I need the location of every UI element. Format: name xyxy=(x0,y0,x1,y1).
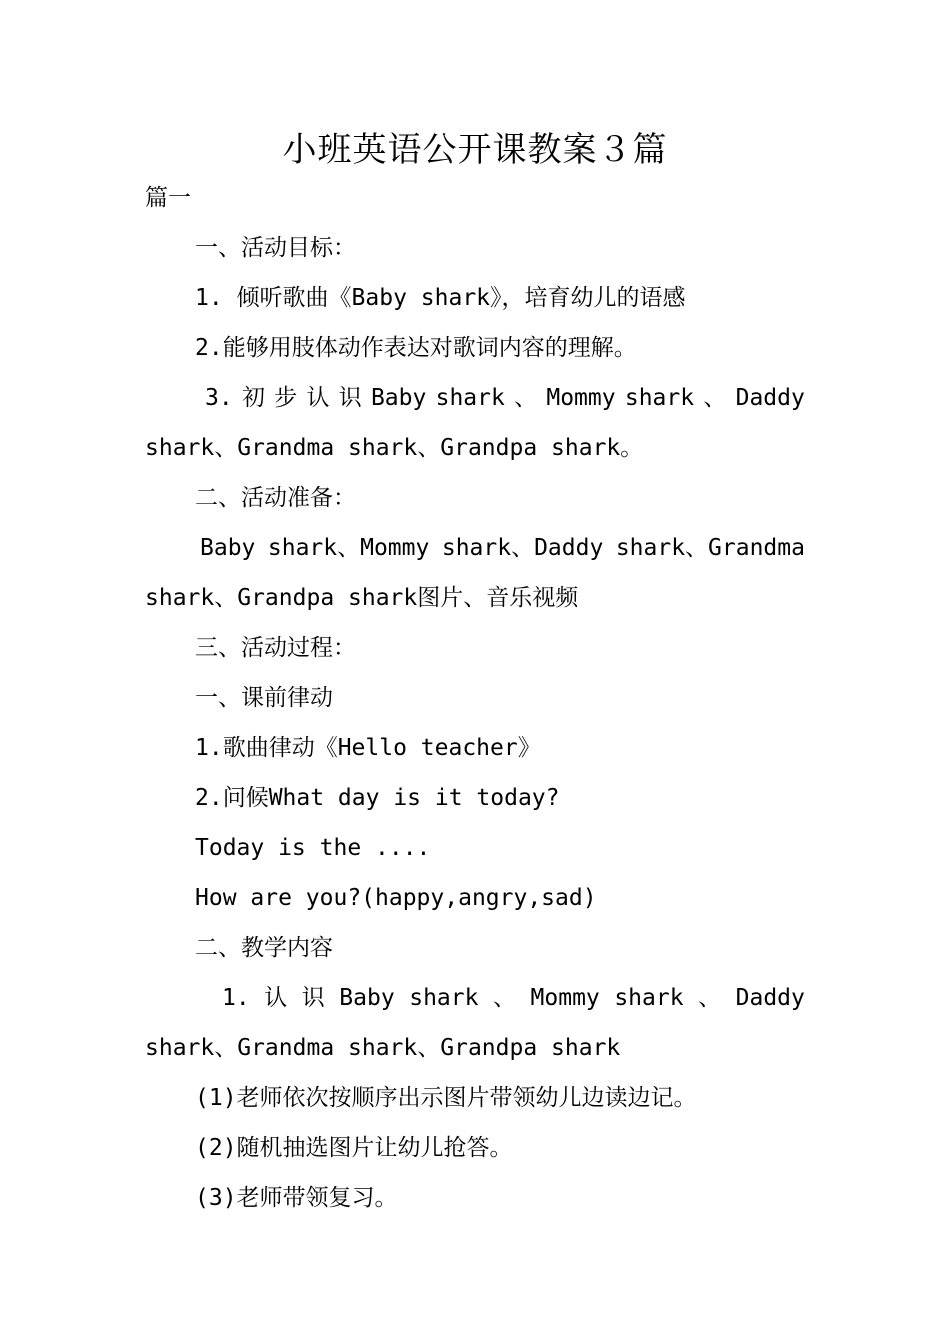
content-substep-2: (2)随机抽选图片让幼儿抢答。 xyxy=(195,1135,513,1161)
word: shark xyxy=(409,985,479,1011)
word: 、 xyxy=(493,985,516,1011)
word: Baby xyxy=(370,385,427,411)
subheading-content: 二、教学内容 xyxy=(195,935,333,961)
word: 、 xyxy=(703,385,727,411)
word: shark、Grandma xyxy=(615,535,805,561)
word: 识 xyxy=(338,385,362,411)
warmup-step-2: 2.问候What day is it today? xyxy=(195,785,560,811)
word: shark xyxy=(614,985,684,1011)
content-step-1-line-1 xyxy=(222,982,805,1014)
heading-process: 三、活动过程： xyxy=(195,635,356,661)
word: Mommy xyxy=(546,385,616,411)
subheading-warmup: 一、课前律动 xyxy=(195,685,333,711)
objective-3-line-1 xyxy=(205,382,805,414)
heading-objectives: 一、活动目标： xyxy=(195,235,356,261)
word: Daddy xyxy=(735,985,805,1011)
word: shark xyxy=(624,385,695,411)
word: 步 xyxy=(274,385,298,411)
word: 认 xyxy=(264,985,288,1011)
word: shark、Mommy xyxy=(267,535,430,561)
word: 认 xyxy=(306,385,330,411)
warmup-phrase-2: How are you?(happy,angry,sad) xyxy=(195,885,597,911)
word: Daddy xyxy=(735,385,805,411)
objective-1: 1. 倾听歌曲《Baby shark》，培育幼儿的语感 xyxy=(195,285,686,311)
preparation-line-2: shark、Grandpa shark图片、音乐视频 xyxy=(145,585,579,611)
objective-3-line-2: shark、Grandma shark、Grandpa shark。 xyxy=(145,435,644,461)
content-step-1-line-2: shark、Grandma shark、Grandpa shark xyxy=(145,1035,621,1061)
objective-2: 2.能够用肢体动作表达对歌词内容的理解。 xyxy=(195,335,637,361)
word: 识 xyxy=(301,985,325,1011)
preparation-line-1 xyxy=(200,532,805,564)
warmup-step-1: 1.歌曲律动《Hello teacher》 xyxy=(195,735,541,761)
heading-preparation: 二、活动准备： xyxy=(195,485,356,511)
content-substep-3: (3)老师带领复习。 xyxy=(195,1185,398,1211)
word: Baby xyxy=(339,985,395,1011)
word: 3. xyxy=(205,385,233,411)
word: 、 xyxy=(514,385,538,411)
content-substep-1: (1)老师依次按顺序出示图片带领幼儿边读边记。 xyxy=(195,1085,697,1111)
word: 初 xyxy=(241,385,265,411)
word: shark xyxy=(435,385,505,411)
word: 1. xyxy=(222,985,250,1011)
word: Mommy xyxy=(530,985,600,1011)
warmup-phrase-1: Today is the .... xyxy=(195,835,431,861)
word: shark、Daddy xyxy=(441,535,604,561)
word: 、 xyxy=(698,985,722,1011)
section-heading: 篇一 xyxy=(145,185,191,211)
page-title: 小班英语公开课教案３篇 xyxy=(282,130,668,170)
word: Baby xyxy=(200,535,256,561)
